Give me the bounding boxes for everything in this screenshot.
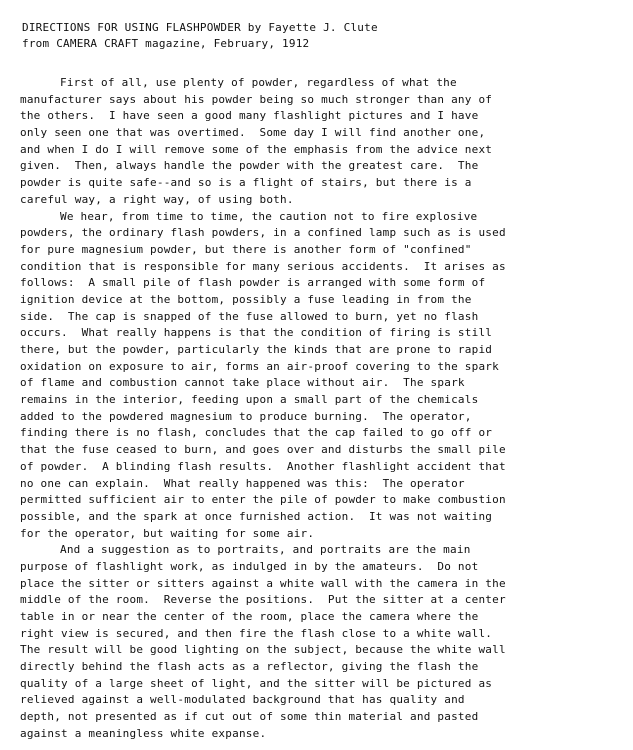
text-line: condition that is responsible for many serious accidents. It arises as: [20, 259, 506, 273]
text-line: added to the powdered magnesium to produce burning. The operator,: [20, 409, 472, 423]
text-line: side. The cap is snapped of the fuse allowed to burn, yet no flash: [20, 309, 479, 323]
text-line: The result will be good lighting on the subject, because the white wall: [20, 643, 506, 657]
text-line: the others. I have seen a good many flashlight pictures and I have: [20, 109, 479, 123]
text-line: We hear, from time to time, the caution not to fire explosive: [60, 209, 478, 223]
text-line: First of all, use plenty of powder, regardless of what the: [60, 76, 457, 89]
text-line: of powder. A blinding flash results. Another flashlight accident that: [20, 459, 506, 473]
document-body: [20, 75, 626, 743]
text-line: place the sitter or sitters against a white wall with the camera in the: [20, 576, 506, 590]
document-title: DIRECTIONS FOR USING FLASHPOWDER by Fayette J. Clute: [22, 21, 378, 34]
text-line: right view is secured, and then fire the flash close to a white wall.: [20, 626, 493, 640]
text-line: given. Then, always handle the powder with the greatest care. The: [20, 159, 479, 173]
text-line: oxidation on exposure to air, forms an air-proof covering to the spark: [20, 359, 499, 373]
paragraph-3: [20, 542, 626, 742]
text-line: relieved against a well-modulated background that has quality and: [20, 693, 465, 707]
text-line: quality of a large sheet of light, and the sitter will be pictured as: [20, 676, 493, 690]
paragraph-1: [20, 75, 626, 209]
text-line: remains in the interior, feeding upon a small part of the chemicals: [20, 393, 479, 407]
text-line: for the operator, but waiting for some air.: [20, 526, 315, 540]
text-line: for pure magnesium powder, but there is another form of "confined": [20, 242, 472, 256]
text-line: purpose of flashlight work, as indulged in by the amateurs. Do not: [20, 559, 479, 573]
document-source: from CAMERA CRAFT magazine, February, 1912: [22, 37, 310, 50]
text-line: table in or near the center of the room, place the camera where the: [20, 610, 479, 623]
text-line: powder is quite safe--and so is a flight of stairs, but there is a: [20, 176, 472, 190]
text-line: middle of the room. Reverse the positions. Put the sitter at a center: [20, 593, 506, 607]
text-line: careful way, a right way, of using both.: [20, 192, 294, 206]
text-line: there, but the powder, particularly the kinds that are prone to rapid: [20, 343, 493, 356]
text-line: against a meaningless white expanse.: [20, 726, 267, 740]
text-line: occurs. What really happens is that the condition of firing is still: [20, 326, 493, 340]
text-line: finding there is no flash, concludes that the cap failed to go off or: [20, 426, 493, 440]
paragraph-2: [20, 209, 626, 543]
text-line: no one can explain. What really happened was this: The operator: [20, 476, 465, 490]
text-line: ignition device at the bottom, possibly a fuse leading in from the: [20, 292, 472, 306]
text-line: and when I do I will remove some of the emphasis from the advice next: [20, 142, 493, 156]
text-line: only seen one that was overtimed. Some day I will find another one,: [20, 126, 486, 140]
text-line: possible, and the spark at once furnished action. It was not waiting: [20, 509, 493, 523]
text-line: follows: A small pile of flash powder is arranged with some form of: [20, 276, 486, 290]
text-line: And a suggestion as to portraits, and portraits are the main: [60, 543, 471, 557]
text-line: directly behind the flash acts as a reflector, giving the flash the: [20, 660, 479, 674]
text-line: depth, not presented as if cut out of some thin material and pasted: [20, 710, 479, 724]
text-line: powders, the ordinary flash powders, in a confined lamp such as is used: [20, 226, 506, 240]
text-line: that the fuse ceased to burn, and goes over and disturbs the small pile: [20, 443, 506, 457]
text-line: of flame and combustion cannot take place without air. The spark: [20, 376, 465, 390]
text-line: manufacturer says about his powder being so much stronger than any of: [20, 92, 493, 106]
text-line: permitted sufficient air to enter the pile of powder to make combustion: [20, 493, 506, 507]
document-header: [22, 20, 622, 52]
